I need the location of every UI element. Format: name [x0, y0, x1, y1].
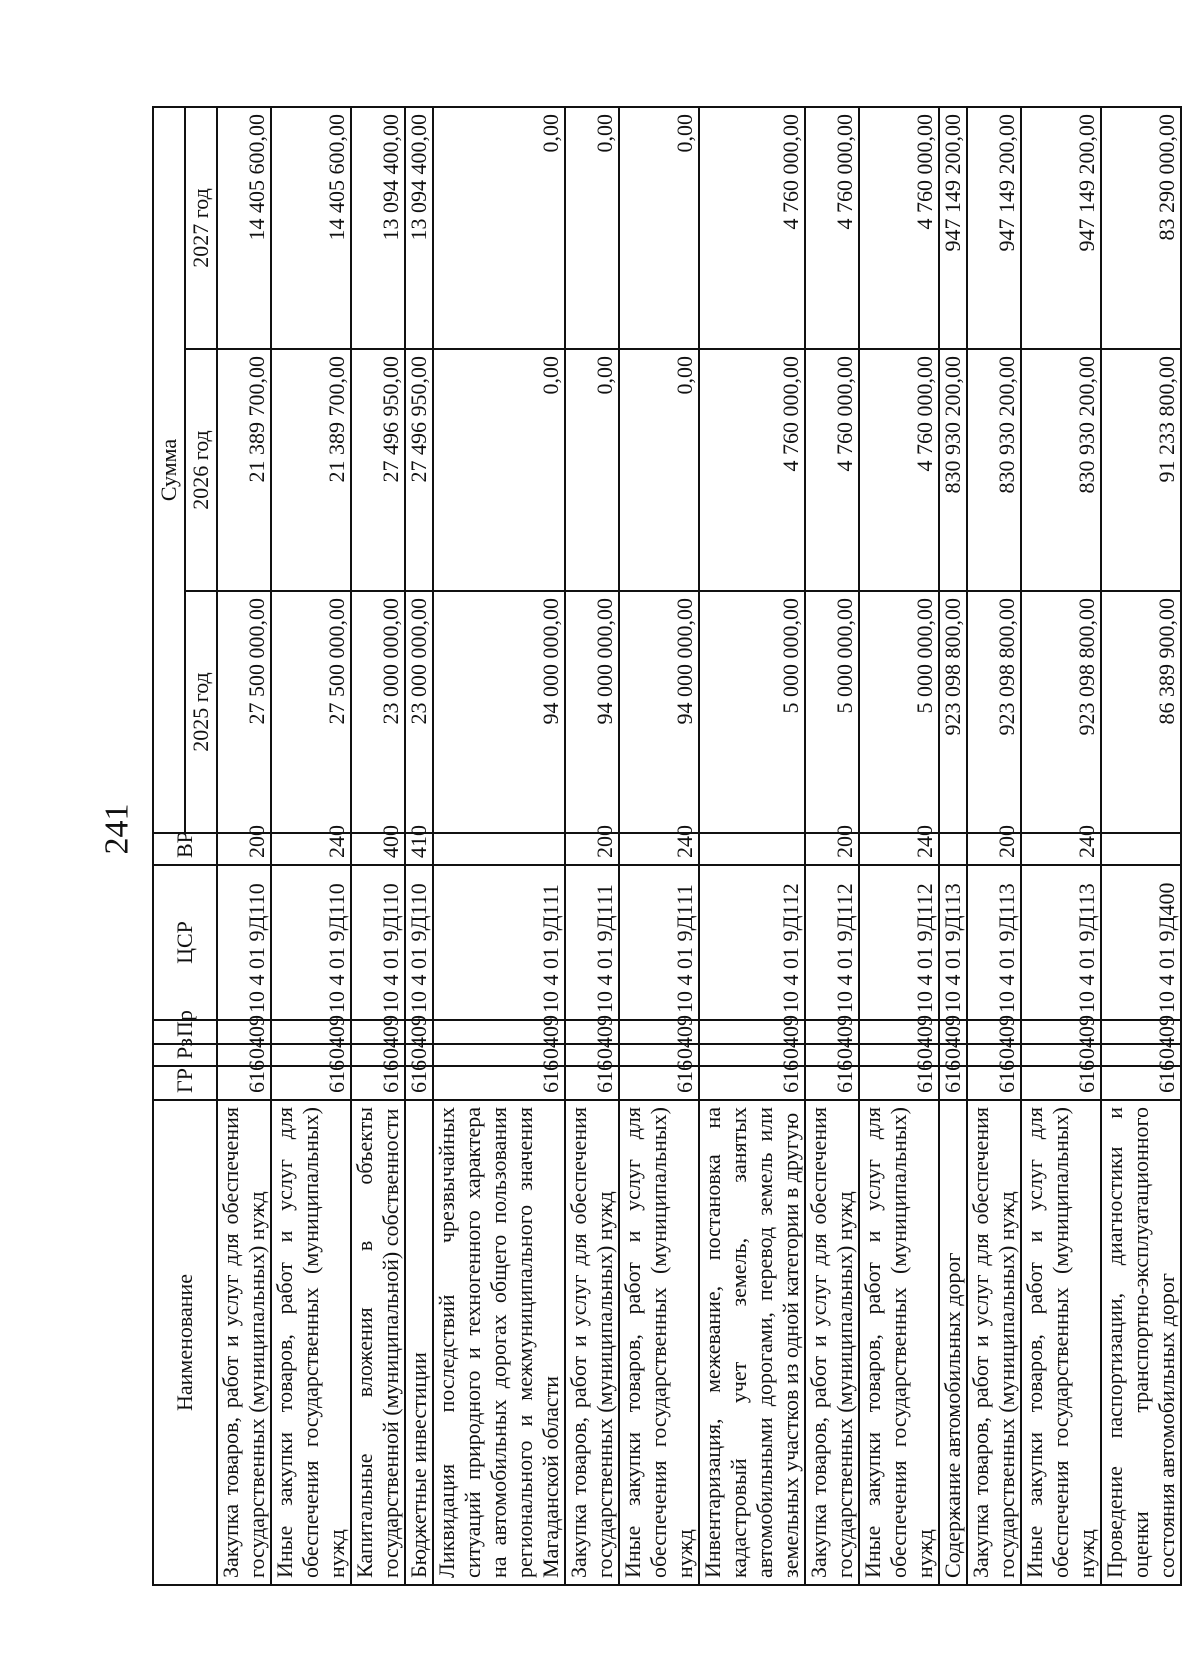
- header-year-2027: 2027 год: [185, 107, 217, 349]
- row-csr: 10 4 01 9Д113: [1021, 865, 1101, 1020]
- row-sum-2027: 947 149 200,00: [967, 107, 1021, 349]
- row-sum-2026: 21 389 700,00: [271, 349, 351, 591]
- row-sum-2026: 27 496 950,00: [405, 349, 433, 591]
- row-sum-2027: 13 094 400,00: [351, 107, 405, 349]
- row-vr: [939, 833, 967, 865]
- row-rz: 04: [967, 1044, 1021, 1066]
- row-name: Иные закупки товаров, работ и услуг для обеспечения государственных (муниципальных) нужд: [1021, 1100, 1101, 1585]
- table-row: [271, 107, 351, 1585]
- table-row: [405, 107, 433, 1585]
- row-vr: 200: [565, 833, 619, 865]
- row-csr: 10 4 01 9Д113: [967, 865, 1021, 1020]
- row-gr: 616: [619, 1066, 699, 1100]
- table-row: [1101, 107, 1181, 1585]
- table-row: [217, 107, 271, 1585]
- row-sum-2025: 5 000 000,00: [859, 591, 939, 833]
- row-gr: 616: [699, 1066, 805, 1100]
- row-gr: 616: [1101, 1066, 1181, 1100]
- row-pr: 09: [405, 1020, 433, 1044]
- table-row: [433, 107, 565, 1585]
- row-sum-2025: 27 500 000,00: [217, 591, 271, 833]
- row-vr: [1101, 833, 1181, 865]
- header-year-2025: 2025 год: [185, 591, 217, 833]
- row-vr: 240: [619, 833, 699, 865]
- row-pr: 09: [351, 1020, 405, 1044]
- row-pr: 09: [967, 1020, 1021, 1044]
- table-row: [351, 107, 405, 1585]
- row-name: Проведение паспортизации, диагностики и оценки транспортно-эксплуатационного состояния автомобильных дорог: [1101, 1100, 1181, 1585]
- row-csr: 10 4 01 9Д400: [1101, 865, 1181, 1020]
- row-gr: 616: [939, 1066, 967, 1100]
- row-vr: 200: [217, 833, 271, 865]
- row-sum-2027: 4 760 000,00: [859, 107, 939, 349]
- budget-table: [152, 106, 1182, 1586]
- row-sum-2027: 83 290 000,00: [1101, 107, 1181, 349]
- row-csr: 10 4 01 9Д110: [405, 865, 433, 1020]
- row-sum-2025: 86 389 900,00: [1101, 591, 1181, 833]
- row-gr: 616: [271, 1066, 351, 1100]
- row-rz: 04: [859, 1044, 939, 1066]
- row-csr: 10 4 01 9Д110: [271, 865, 351, 1020]
- row-csr: 10 4 01 9Д110: [217, 865, 271, 1020]
- row-pr: 09: [565, 1020, 619, 1044]
- row-vr: 240: [271, 833, 351, 865]
- row-rz: 04: [1021, 1044, 1101, 1066]
- row-pr: 09: [859, 1020, 939, 1044]
- row-sum-2027: 14 405 600,00: [271, 107, 351, 349]
- row-name: Содержание автомобильных дорог: [939, 1100, 967, 1585]
- table-body: [217, 107, 1181, 1585]
- row-rz: 04: [565, 1044, 619, 1066]
- row-name: Закупка товаров, работ и услуг для обеспечения государственных (муниципальных) нужд: [805, 1100, 859, 1585]
- row-csr: 10 4 01 9Д112: [859, 865, 939, 1020]
- row-csr: 10 4 01 9Д112: [805, 865, 859, 1020]
- row-vr: 200: [805, 833, 859, 865]
- header-csr: ЦСР: [153, 865, 217, 1020]
- row-sum-2027: 14 405 600,00: [217, 107, 271, 349]
- table-row: [939, 107, 967, 1585]
- row-name: Инвентаризация, межевание, постановка на кадастровый учет земель, занятых автомобильными дорогами, перевод земель или земельных участков из одной категории в другую: [699, 1100, 805, 1585]
- row-sum-2027: 0,00: [565, 107, 619, 349]
- row-csr: 10 4 01 9Д113: [939, 865, 967, 1020]
- header-name: Наименование: [153, 1100, 217, 1585]
- row-pr: 09: [699, 1020, 805, 1044]
- row-rz: 04: [699, 1044, 805, 1066]
- row-sum-2025: 23 000 000,00: [405, 591, 433, 833]
- table-row: [699, 107, 805, 1585]
- page-number: 241: [98, 803, 136, 855]
- row-pr: 09: [433, 1020, 565, 1044]
- row-sum-2025: 923 098 800,00: [967, 591, 1021, 833]
- row-vr: 240: [1021, 833, 1101, 865]
- row-rz: 04: [217, 1044, 271, 1066]
- row-name: Капитальные вложения в объекты государственной (муниципальной) собственности: [351, 1100, 405, 1585]
- row-vr: 200: [967, 833, 1021, 865]
- row-sum-2026: 4 760 000,00: [699, 349, 805, 591]
- table-row: [565, 107, 619, 1585]
- header-vr: ВР: [153, 833, 217, 865]
- row-sum-2027: 0,00: [619, 107, 699, 349]
- row-rz: 04: [1101, 1044, 1181, 1066]
- row-vr: [433, 833, 565, 865]
- row-rz: 04: [805, 1044, 859, 1066]
- row-sum-2025: 94 000 000,00: [565, 591, 619, 833]
- row-pr: 09: [1021, 1020, 1101, 1044]
- row-gr: 616: [805, 1066, 859, 1100]
- row-vr: 240: [859, 833, 939, 865]
- row-name: Закупка товаров, работ и услуг для обеспечения государственных (муниципальных) нужд: [217, 1100, 271, 1585]
- row-sum-2026: 830 930 200,00: [1021, 349, 1101, 591]
- row-sum-2025: 23 000 000,00: [351, 591, 405, 833]
- row-sum-2025: 94 000 000,00: [433, 591, 565, 833]
- row-csr: 10 4 01 9Д111: [619, 865, 699, 1020]
- row-vr: [699, 833, 805, 865]
- row-name: Иные закупки товаров, работ и услуг для обеспечения государственных (муниципальных) нужд: [271, 1100, 351, 1585]
- row-sum-2027: 0,00: [433, 107, 565, 349]
- row-sum-2026: 0,00: [619, 349, 699, 591]
- table-row: [805, 107, 859, 1585]
- row-sum-2026: 91 233 800,00: [1101, 349, 1181, 591]
- row-name: Иные закупки товаров, работ и услуг для обеспечения государственных (муниципальных) нужд: [619, 1100, 699, 1585]
- row-gr: 616: [859, 1066, 939, 1100]
- row-sum-2027: 13 094 400,00: [405, 107, 433, 349]
- row-gr: 616: [1021, 1066, 1101, 1100]
- row-pr: 09: [217, 1020, 271, 1044]
- rotated-sheet: [152, 108, 1179, 1586]
- row-name: Иные закупки товаров, работ и услуг для обеспечения государственных (муниципальных) нужд: [859, 1100, 939, 1585]
- row-name: Ликвидация последствий чрезвычайных ситуаций природного и техногенного характера на автомобильных дорогах общего пользования регионального и межмуниципального значения Магаданской области: [433, 1100, 565, 1585]
- row-sum-2025: 94 000 000,00: [619, 591, 699, 833]
- row-sum-2026: 27 496 950,00: [351, 349, 405, 591]
- row-sum-2025: 5 000 000,00: [699, 591, 805, 833]
- row-pr: 09: [271, 1020, 351, 1044]
- table-row: [967, 107, 1021, 1585]
- table-header: [153, 107, 217, 1585]
- row-sum-2027: 947 149 200,00: [1021, 107, 1101, 349]
- row-name: Бюджетные инвестиции: [405, 1100, 433, 1585]
- row-gr: 616: [217, 1066, 271, 1100]
- row-sum-2025: 923 098 800,00: [939, 591, 967, 833]
- header-sum: Сумма: [153, 107, 185, 833]
- row-sum-2026: 21 389 700,00: [217, 349, 271, 591]
- row-rz: 04: [405, 1044, 433, 1066]
- row-rz: 04: [619, 1044, 699, 1066]
- table-row: [1021, 107, 1101, 1585]
- row-sum-2025: 923 098 800,00: [1021, 591, 1101, 833]
- row-gr: 616: [405, 1066, 433, 1100]
- row-csr: 10 4 01 9Д110: [351, 865, 405, 1020]
- table-row: [619, 107, 699, 1585]
- row-vr: 410: [405, 833, 433, 865]
- row-vr: 400: [351, 833, 405, 865]
- row-rz: 04: [433, 1044, 565, 1066]
- row-sum-2026: 4 760 000,00: [805, 349, 859, 591]
- row-sum-2025: 27 500 000,00: [271, 591, 351, 833]
- header-rz: Рз: [153, 1044, 217, 1066]
- row-sum-2025: 5 000 000,00: [805, 591, 859, 833]
- row-sum-2026: 830 930 200,00: [967, 349, 1021, 591]
- row-pr: 09: [619, 1020, 699, 1044]
- row-name: Закупка товаров, работ и услуг для обеспечения государственных (муниципальных) нужд: [565, 1100, 619, 1585]
- row-rz: 04: [939, 1044, 967, 1066]
- row-gr: 616: [433, 1066, 565, 1100]
- row-sum-2027: 947 149 200,00: [939, 107, 967, 349]
- row-gr: 616: [351, 1066, 405, 1100]
- header-year-2026: 2026 год: [185, 349, 217, 591]
- row-csr: 10 4 01 9Д111: [565, 865, 619, 1020]
- row-name: Закупка товаров, работ и услуг для обеспечения государственных (муниципальных) нужд: [967, 1100, 1021, 1585]
- row-sum-2026: 0,00: [433, 349, 565, 591]
- row-gr: 616: [565, 1066, 619, 1100]
- header-gr: ГР: [153, 1066, 217, 1100]
- row-pr: 09: [805, 1020, 859, 1044]
- row-sum-2027: 4 760 000,00: [805, 107, 859, 349]
- header-pr: Пр: [153, 1020, 217, 1044]
- row-gr: 616: [967, 1066, 1021, 1100]
- row-sum-2027: 4 760 000,00: [699, 107, 805, 349]
- row-sum-2026: 0,00: [565, 349, 619, 591]
- row-rz: 04: [271, 1044, 351, 1066]
- table-row: [859, 107, 939, 1585]
- row-pr: 09: [939, 1020, 967, 1044]
- row-pr: 09: [1101, 1020, 1181, 1044]
- row-sum-2026: 830 930 200,00: [939, 349, 967, 591]
- row-rz: 04: [351, 1044, 405, 1066]
- row-sum-2026: 4 760 000,00: [859, 349, 939, 591]
- row-csr: 10 4 01 9Д111: [433, 865, 565, 1020]
- row-csr: 10 4 01 9Д112: [699, 865, 805, 1020]
